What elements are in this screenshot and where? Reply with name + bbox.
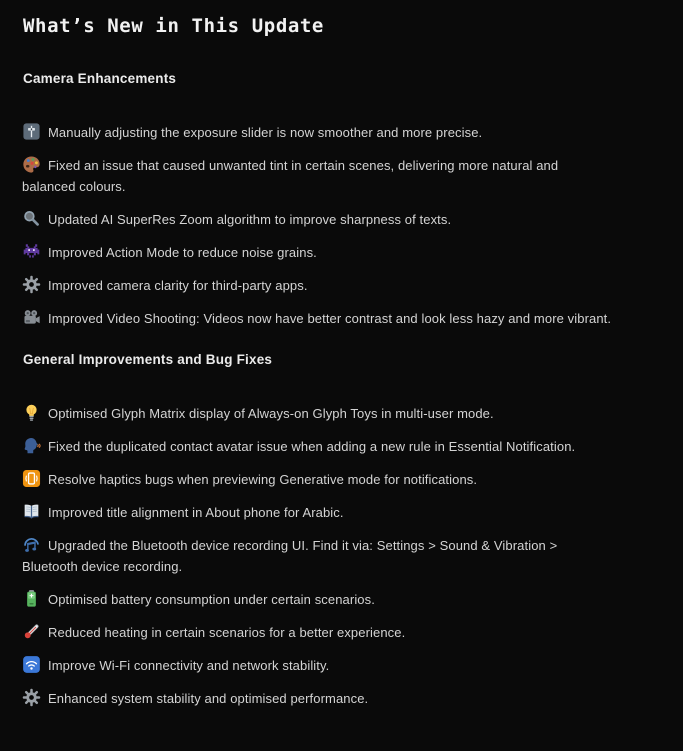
item-text: Manually adjusting the exposure slider is now smoother and more precise. bbox=[48, 125, 483, 140]
vibration-phone-icon bbox=[22, 469, 41, 488]
speaking-head-icon bbox=[22, 436, 41, 455]
section-camera-enhancements bbox=[22, 71, 661, 329]
changelog-item bbox=[22, 209, 612, 230]
changelog-item bbox=[22, 403, 612, 424]
wifi-icon bbox=[22, 655, 41, 674]
magnifier-icon bbox=[22, 209, 41, 228]
section-heading: Camera Enhancements bbox=[23, 71, 177, 86]
changelog-item bbox=[22, 122, 612, 143]
changelog-item bbox=[22, 589, 612, 610]
battery-icon bbox=[22, 589, 41, 608]
gear-icon bbox=[22, 688, 41, 707]
movie-camera-icon bbox=[22, 308, 41, 327]
item-text: Updated AI SuperRes Zoom algorithm to improve sharpness of texts. bbox=[48, 212, 452, 227]
item-text: Improved title alignment in About phone for Arabic. bbox=[48, 505, 344, 520]
changelog-item bbox=[22, 436, 612, 457]
item-text: Improve Wi-Fi connectivity and network stability. bbox=[48, 658, 330, 673]
changelog-item bbox=[22, 155, 612, 197]
changelog-item bbox=[22, 275, 612, 296]
light-bulb-icon bbox=[22, 403, 41, 422]
changelog-item bbox=[22, 622, 612, 643]
gear-icon bbox=[22, 275, 41, 294]
item-text: Fixed the duplicated contact avatar issue when adding a new rule in Essential Notification. bbox=[48, 439, 576, 454]
item-text: Fixed an issue that caused unwanted tint in certain scenes, delivering more natural and balanced colours. bbox=[22, 158, 559, 194]
changelog-item bbox=[22, 308, 612, 329]
item-text: Improved Video Shooting: Videos now have better contrast and look less hazy and more vibrant. bbox=[48, 311, 612, 326]
section-general-improvements bbox=[22, 352, 661, 709]
item-text: Optimised Glyph Matrix display of Always-on Glyph Toys in multi-user mode. bbox=[48, 406, 494, 421]
thermometer-icon bbox=[22, 622, 41, 641]
item-text: Improved camera clarity for third-party apps. bbox=[48, 278, 308, 293]
changelog-item bbox=[22, 535, 612, 577]
item-text: Reduced heating in certain scenarios for a better experience. bbox=[48, 625, 406, 640]
changelog-item bbox=[22, 469, 612, 490]
changelog-item bbox=[22, 688, 612, 709]
changelog-item bbox=[22, 655, 612, 676]
item-text: Enhanced system stability and optimised performance. bbox=[48, 691, 369, 706]
level-slider-icon bbox=[22, 122, 41, 141]
space-invader-icon bbox=[22, 242, 41, 261]
item-text: Improved Action Mode to reduce noise grains. bbox=[48, 245, 317, 260]
item-text: Resolve haptics bugs when previewing Generative mode for notifications. bbox=[48, 472, 478, 487]
page-title: What’s New in This Update bbox=[23, 15, 324, 37]
changelog-item bbox=[22, 502, 612, 523]
item-text: Upgraded the Bluetooth device recording UI. Find it via: Settings > Sound & Vibration > Bluetooth device recording. bbox=[22, 538, 558, 574]
open-book-icon bbox=[22, 502, 41, 521]
changelog-item bbox=[22, 242, 612, 263]
artist-palette-icon bbox=[22, 155, 41, 174]
item-text: Optimised battery consumption under certain scenarios. bbox=[48, 592, 375, 607]
section-heading: General Improvements and Bug Fixes bbox=[23, 352, 273, 367]
headphones-music-icon bbox=[22, 535, 41, 554]
